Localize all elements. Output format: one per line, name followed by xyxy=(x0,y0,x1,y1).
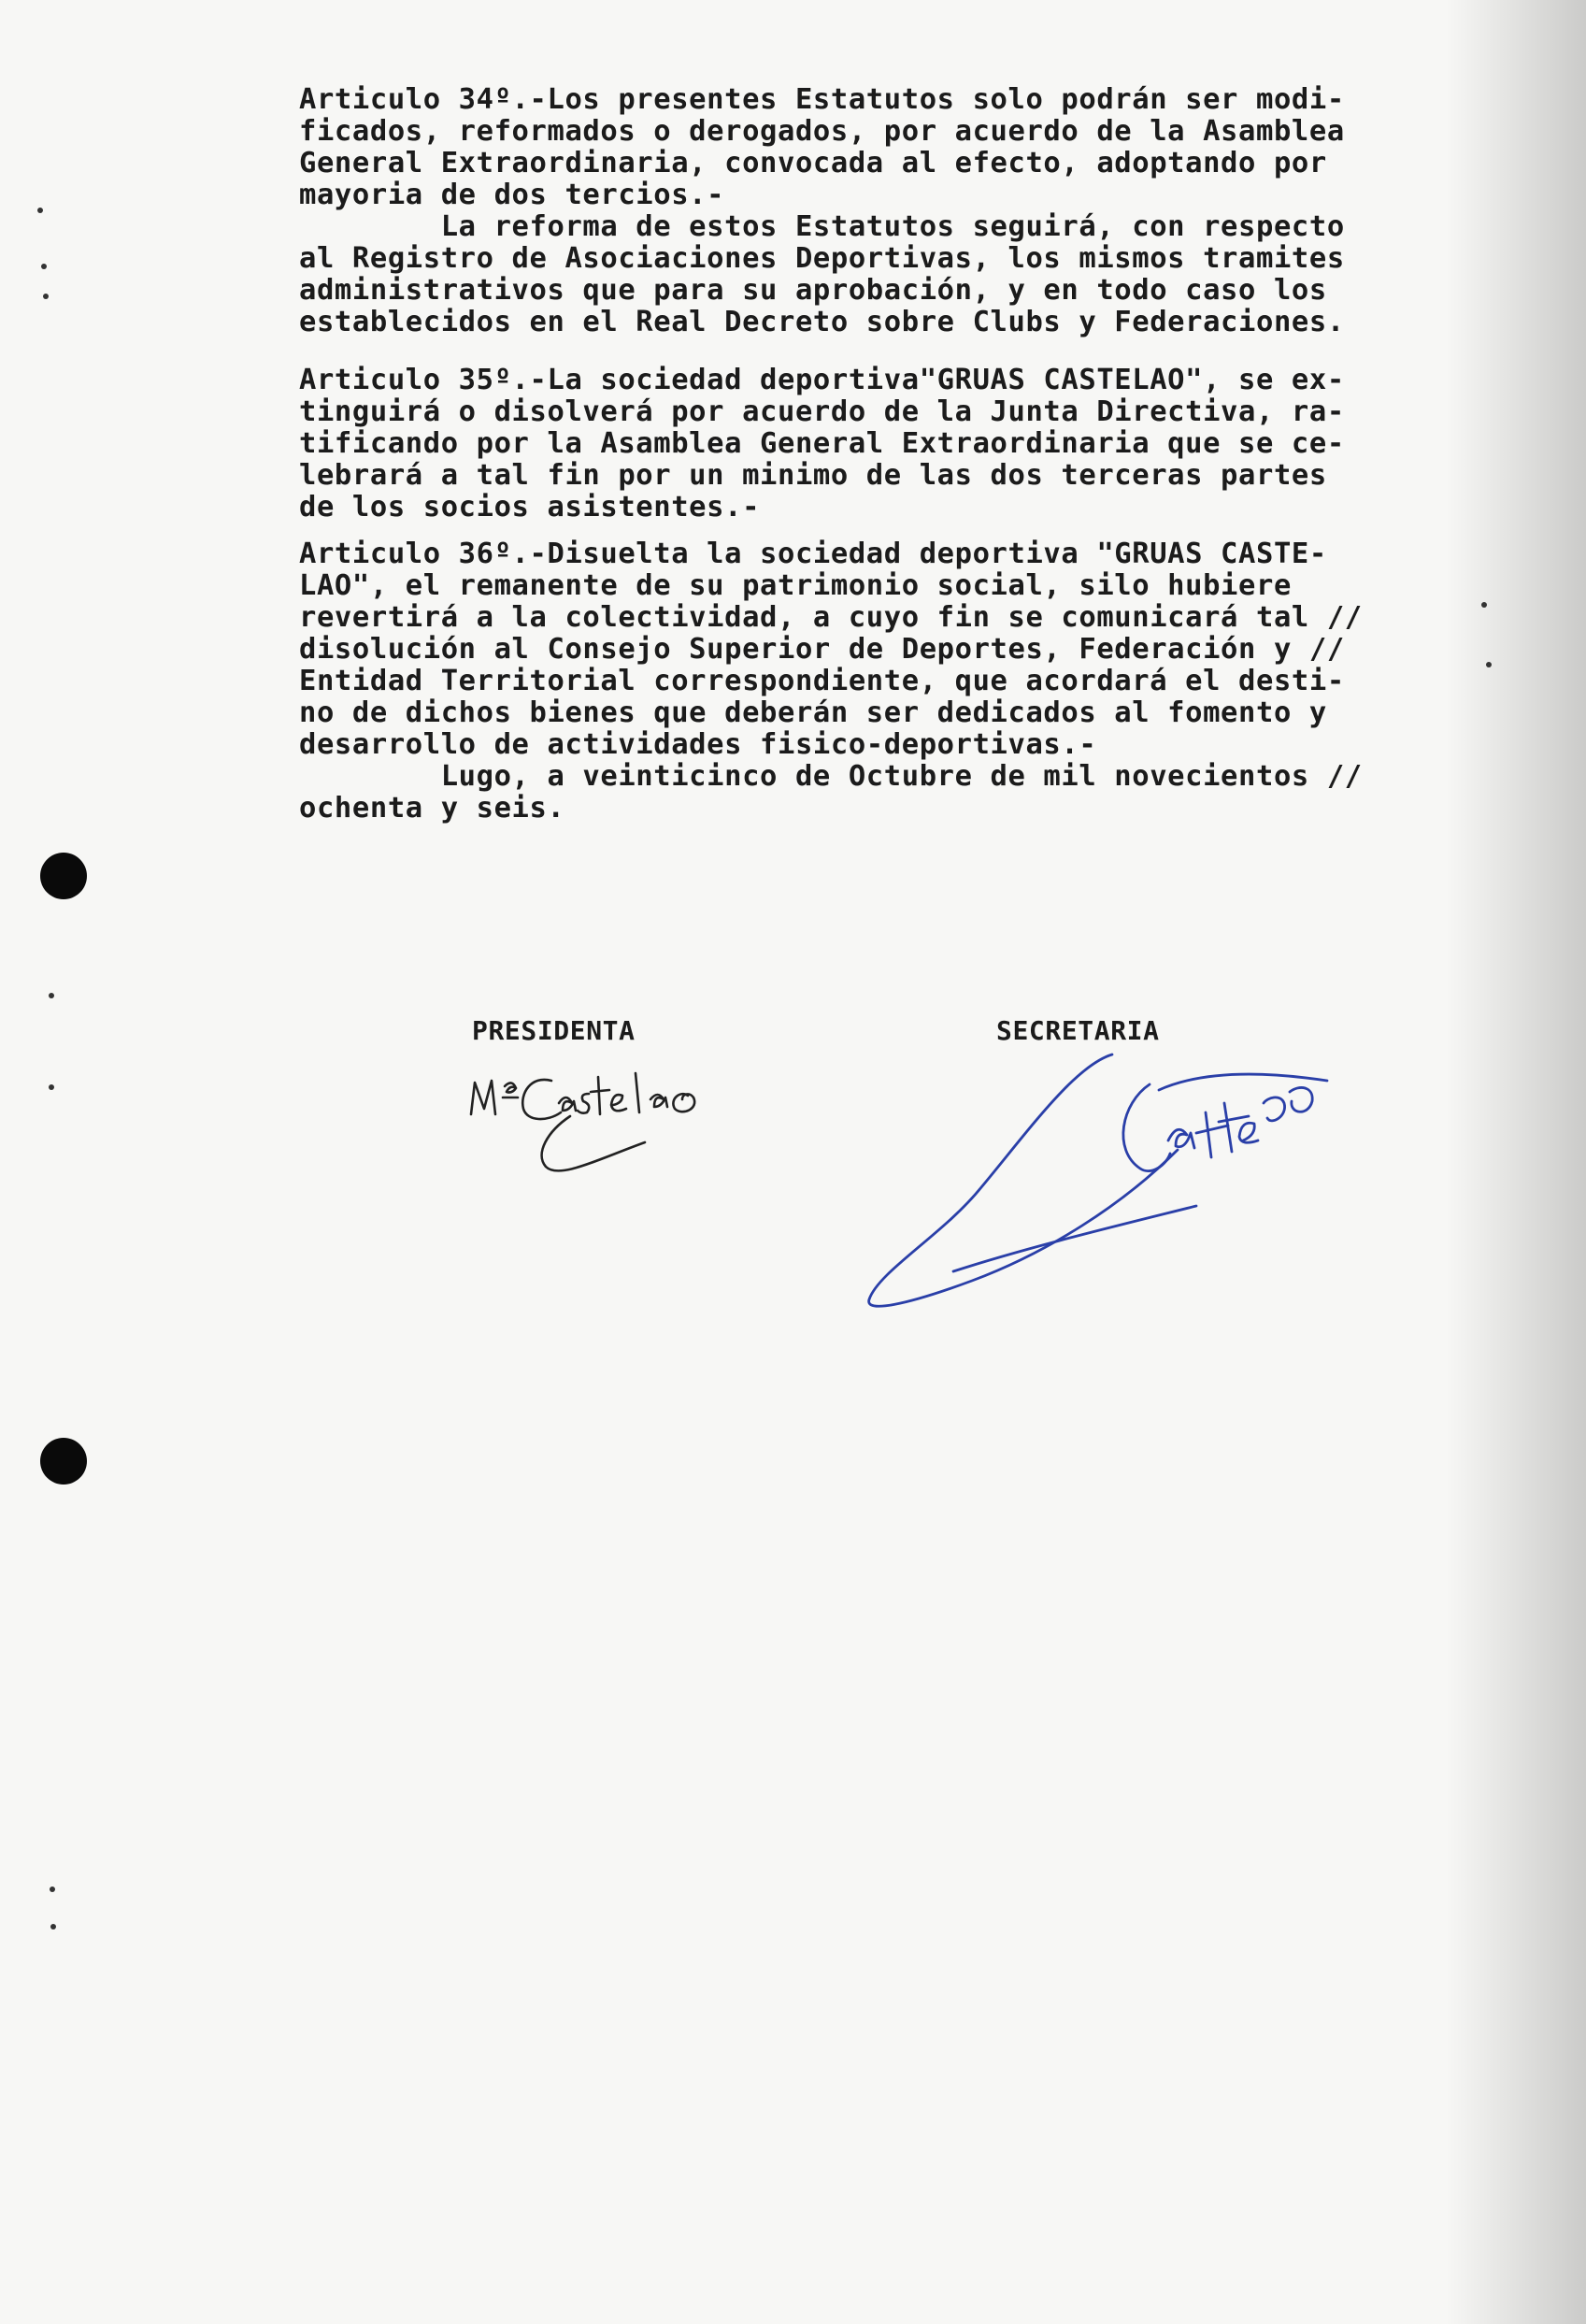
margin-speck xyxy=(37,208,43,213)
text-line: mayoria de dos tercios.- xyxy=(299,179,725,211)
margin-speck xyxy=(43,294,49,299)
text-line: establecidos en el Real Decreto sobre Clubs y Federaciones. xyxy=(299,306,1345,338)
paragraph-gap xyxy=(299,338,1449,365)
text-line: desarrollo de actividades fisico-deportivas.- xyxy=(299,728,1097,761)
text-line: administrativos que para su aprobación, y en todo caso los xyxy=(299,274,1327,307)
text-line: tinguirá o disolverá por acuerdo de la Junta Directiva, ra- xyxy=(299,395,1345,428)
scan-edge-shadow xyxy=(1446,0,1586,2324)
text-line: lebrará a tal fin por un minimo de las dos terceras partes xyxy=(299,459,1327,492)
text-line: Articulo 36º.-Disuelta la sociedad deportiva "GRUAS CASTE- xyxy=(299,538,1327,570)
paragraph-gap xyxy=(299,524,1449,538)
article-35 xyxy=(299,365,1449,524)
text-line: al Registro de Asociaciones Deportivas, los mismos tramites xyxy=(299,242,1345,275)
punch-hole-bottom xyxy=(40,1438,87,1485)
text-line: ochenta y seis. xyxy=(299,792,565,825)
text-line: Lugo, a veinticinco de Octubre de mil novecientos // xyxy=(299,760,1363,793)
text-line: Entidad Territorial correspondiente, que acordará el desti- xyxy=(299,665,1345,697)
margin-speck xyxy=(41,264,47,269)
text-line: ficados, reformados o derogados, por acuerdo de la Asamblea xyxy=(299,115,1345,148)
text-line: La reforma de estos Estatutos seguirá, con respecto xyxy=(299,210,1345,243)
document-body xyxy=(299,84,1449,825)
presidenta-label: PRESIDENTA xyxy=(472,1015,636,1046)
text-line: Articulo 34º.-Los presentes Estatutos solo podrán ser modi- xyxy=(299,83,1345,116)
text-line: no de dichos bienes que deberán ser dedicados al fomento y xyxy=(299,696,1327,729)
article-34 xyxy=(299,84,1449,338)
text-line: General Extraordinaria, convocada al efecto, adoptando por xyxy=(299,147,1327,179)
text-line: de los socios asistentes.- xyxy=(299,491,761,524)
text-line: LAO", el remanente de su patrimonio social, silo hubiere xyxy=(299,569,1292,602)
text-line: tificando por la Asamblea General Extraordinaria que se ce- xyxy=(299,427,1345,460)
margin-speck xyxy=(1486,662,1492,667)
article-36 xyxy=(299,538,1449,825)
secretaria-signature xyxy=(841,1047,1346,1318)
secretaria-label: SECRETARIA xyxy=(996,1015,1160,1046)
text-line: Articulo 35º.-La sociedad deportiva"GRUAS CASTELAO", se ex- xyxy=(299,364,1345,396)
margin-speck xyxy=(49,1084,54,1090)
margin-speck xyxy=(50,1924,56,1929)
presidenta-signature xyxy=(458,1056,794,1215)
text-line: disolución al Consejo Superior de Deportes, Federación y // xyxy=(299,633,1345,666)
margin-speck xyxy=(1481,602,1487,608)
margin-speck xyxy=(50,1886,55,1892)
punch-hole-top xyxy=(40,853,87,899)
text-line: revertirá a la colectividad, a cuyo fin se comunicará tal // xyxy=(299,601,1363,634)
margin-speck xyxy=(49,993,54,998)
